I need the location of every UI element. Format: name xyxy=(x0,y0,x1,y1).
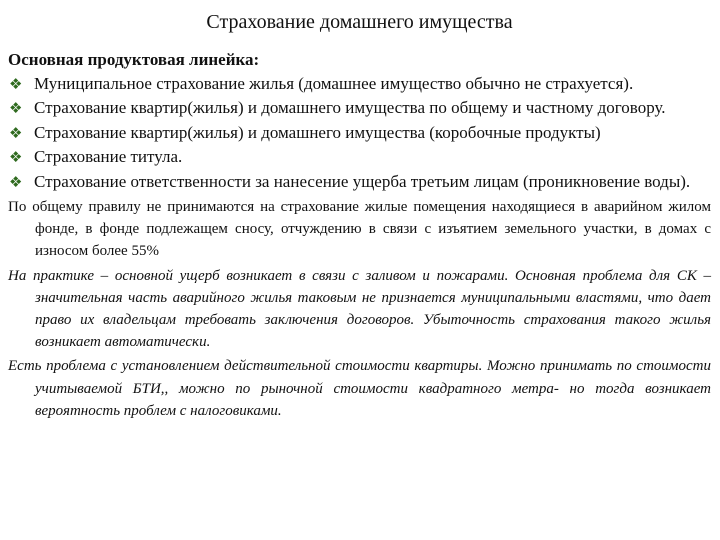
product-list xyxy=(8,72,711,194)
list-item xyxy=(8,121,711,145)
section-heading: Основная продуктовая линейка: xyxy=(8,50,260,69)
list-item-text: Муниципальное страхование жилья (домашнее имущество обычно не страхуется). xyxy=(34,74,634,93)
page-title: Страхование домашнего имущества xyxy=(206,11,513,33)
list-item xyxy=(8,72,711,96)
check-diamond-icon: ❖ xyxy=(9,172,23,191)
list-item-text: Страхование квартир(жилья) и домашнего имущества по общему и частному договору. xyxy=(34,98,666,118)
paragraph-practice: На практике – основной ущерб возникает в связи с заливом и пожарами. Основная проблема для СК – значительная часть аварийного жилья таковым не признается муниципальными властями, что дает право их владельцам требовать заключения договоров. Убыточность страхования такого жилья возникает автоматически. xyxy=(8,267,711,351)
check-diamond-icon: ❖ xyxy=(9,148,23,167)
list-item xyxy=(8,145,711,169)
list-item-text: Страхование титула. xyxy=(34,147,183,167)
list-item xyxy=(8,96,711,120)
check-diamond-icon: ❖ xyxy=(9,99,23,118)
list-item xyxy=(8,170,711,194)
paragraph-valuation: Есть проблема с установлением действительной стоимости квартиры. Можно принимать по стоимости учитываемой БТИ,, можно по рыночной стоимости квадратного метра- но тогда возникает вероятность проблем с налоговиками. xyxy=(8,358,711,419)
paragraph-rules: По общему правилу не принимаются на страхование жилые помещения находящиеся в аварийном жилом фонде, в фонде подлежащем сносу, отчуждению в связи с изъятием земельного участки, в домах с износом более 55% xyxy=(8,199,711,260)
check-diamond-icon: ❖ xyxy=(9,123,23,142)
list-item-text: Страхование ответственности за нанесение ущерба третьим лицам (проникновение воды). xyxy=(34,171,691,191)
list-item-text: Страхование квартир(жилья) и домашнего имущества (коробочные продукты) xyxy=(34,122,601,142)
check-diamond-icon: ❖ xyxy=(9,75,23,93)
